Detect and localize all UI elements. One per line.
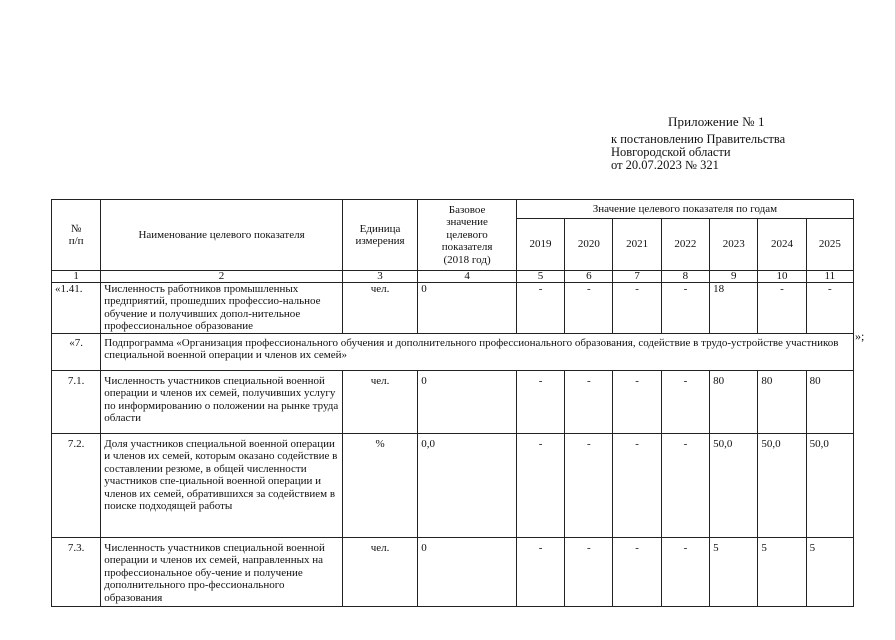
column-number: 1: [52, 271, 101, 283]
column-number: 10: [758, 271, 806, 283]
table-row: [52, 371, 854, 434]
row-unit: чел.: [342, 283, 417, 334]
row-value: -: [661, 538, 709, 607]
column-number: 2: [101, 271, 343, 283]
header-year: 2020: [565, 219, 613, 271]
subprogram-num: «7.: [52, 334, 101, 371]
column-number: 3: [342, 271, 417, 283]
header-year: 2025: [806, 219, 853, 271]
row-value: -: [565, 371, 613, 434]
header-year: 2023: [710, 219, 758, 271]
row-name: Численность участников специальной военной операции и членов их семей, направленных на профессиональное обу-чение и получение дополнительного про-фессионального образования: [101, 538, 343, 607]
row-unit: %: [342, 434, 417, 538]
row-value: -: [613, 371, 661, 434]
row-value: -: [661, 434, 709, 538]
row-num: 7.3.: [52, 538, 101, 607]
header-year: 2024: [758, 219, 806, 271]
column-number: 11: [806, 271, 853, 283]
header-unit: Единица измерения: [342, 200, 417, 271]
row-value: -: [516, 283, 564, 334]
subprogram-title: Подпрограмма «Организация профессионального обучения и дополнительного профессионального образования, содействие в трудо-устройстве участников специальной военной операции и членов их семей»: [101, 334, 854, 371]
row-value: -: [758, 283, 806, 334]
closing-quote-mark: »;: [855, 329, 865, 343]
row-num: «1.41.: [52, 283, 101, 334]
row-unit: чел.: [342, 538, 417, 607]
row-value: 5: [806, 538, 853, 607]
column-number: 7: [613, 271, 661, 283]
appendix-line: Новгородской области: [611, 145, 731, 159]
row-value: -: [661, 371, 709, 434]
subprogram-row: [52, 334, 854, 371]
header-year: 2022: [661, 219, 709, 271]
header-year: 2021: [613, 219, 661, 271]
row-base: 0: [418, 538, 517, 607]
row-value: 80: [806, 371, 853, 434]
row-value: 5: [710, 538, 758, 607]
header-base: Базовое значение целевого показателя (2018 год): [418, 200, 517, 271]
row-value: -: [516, 538, 564, 607]
header-num: № п/п: [52, 200, 101, 271]
row-value: -: [565, 283, 613, 334]
row-value: 18: [710, 283, 758, 334]
column-number: 4: [418, 271, 517, 283]
column-number-row: [52, 271, 854, 283]
row-value: -: [516, 434, 564, 538]
row-name: Численность работников промышленных предприятий, прошедших профессио-нальное обучение и получивших допол-нительное профессиональное образование: [101, 283, 343, 334]
column-number: 9: [710, 271, 758, 283]
table-row: [52, 283, 854, 334]
column-number: 6: [565, 271, 613, 283]
table-row: [52, 538, 854, 607]
row-value: -: [565, 538, 613, 607]
row-value: -: [806, 283, 853, 334]
row-num: 7.1.: [52, 371, 101, 434]
row-value: -: [613, 538, 661, 607]
row-value: -: [613, 434, 661, 538]
row-value: 50,0: [710, 434, 758, 538]
row-value: -: [661, 283, 709, 334]
column-number: 5: [516, 271, 564, 283]
row-name: Доля участников специальной военной операции и членов их семей, которым оказано содействие в составлении резюме, в общей численности участников спе-циальной военной операции и членов их семей, обратившихся за содействием в поиске подходящей работы: [101, 434, 343, 538]
row-base: 0: [418, 283, 517, 334]
header-years-group: Значение целевого показателя по годам: [516, 200, 853, 219]
row-value: 5: [758, 538, 806, 607]
row-base: 0,0: [418, 434, 517, 538]
row-name: Численность участников специальной военной операции и членов их семей, получивших услугу по информированию о положении на рынке труда области: [101, 371, 343, 434]
row-value: -: [516, 371, 564, 434]
column-number: 8: [661, 271, 709, 283]
row-value: -: [565, 434, 613, 538]
appendix-line: к постановлению Правительства: [611, 132, 786, 146]
row-value: 80: [758, 371, 806, 434]
header-year: 2019: [516, 219, 564, 271]
indicators-table: [51, 199, 854, 607]
header-name: Наименование целевого показателя: [101, 200, 343, 271]
row-value: 50,0: [758, 434, 806, 538]
appendix-line: от 20.07.2023 № 321: [611, 158, 719, 172]
row-base: 0: [418, 371, 517, 434]
row-value: 50,0: [806, 434, 853, 538]
appendix-subtitle: [611, 133, 785, 172]
row-unit: чел.: [342, 371, 417, 434]
table-row: [52, 434, 854, 538]
row-value: 80: [710, 371, 758, 434]
appendix-title: Приложение № 1: [668, 114, 765, 129]
row-num: 7.2.: [52, 434, 101, 538]
row-value: -: [613, 283, 661, 334]
